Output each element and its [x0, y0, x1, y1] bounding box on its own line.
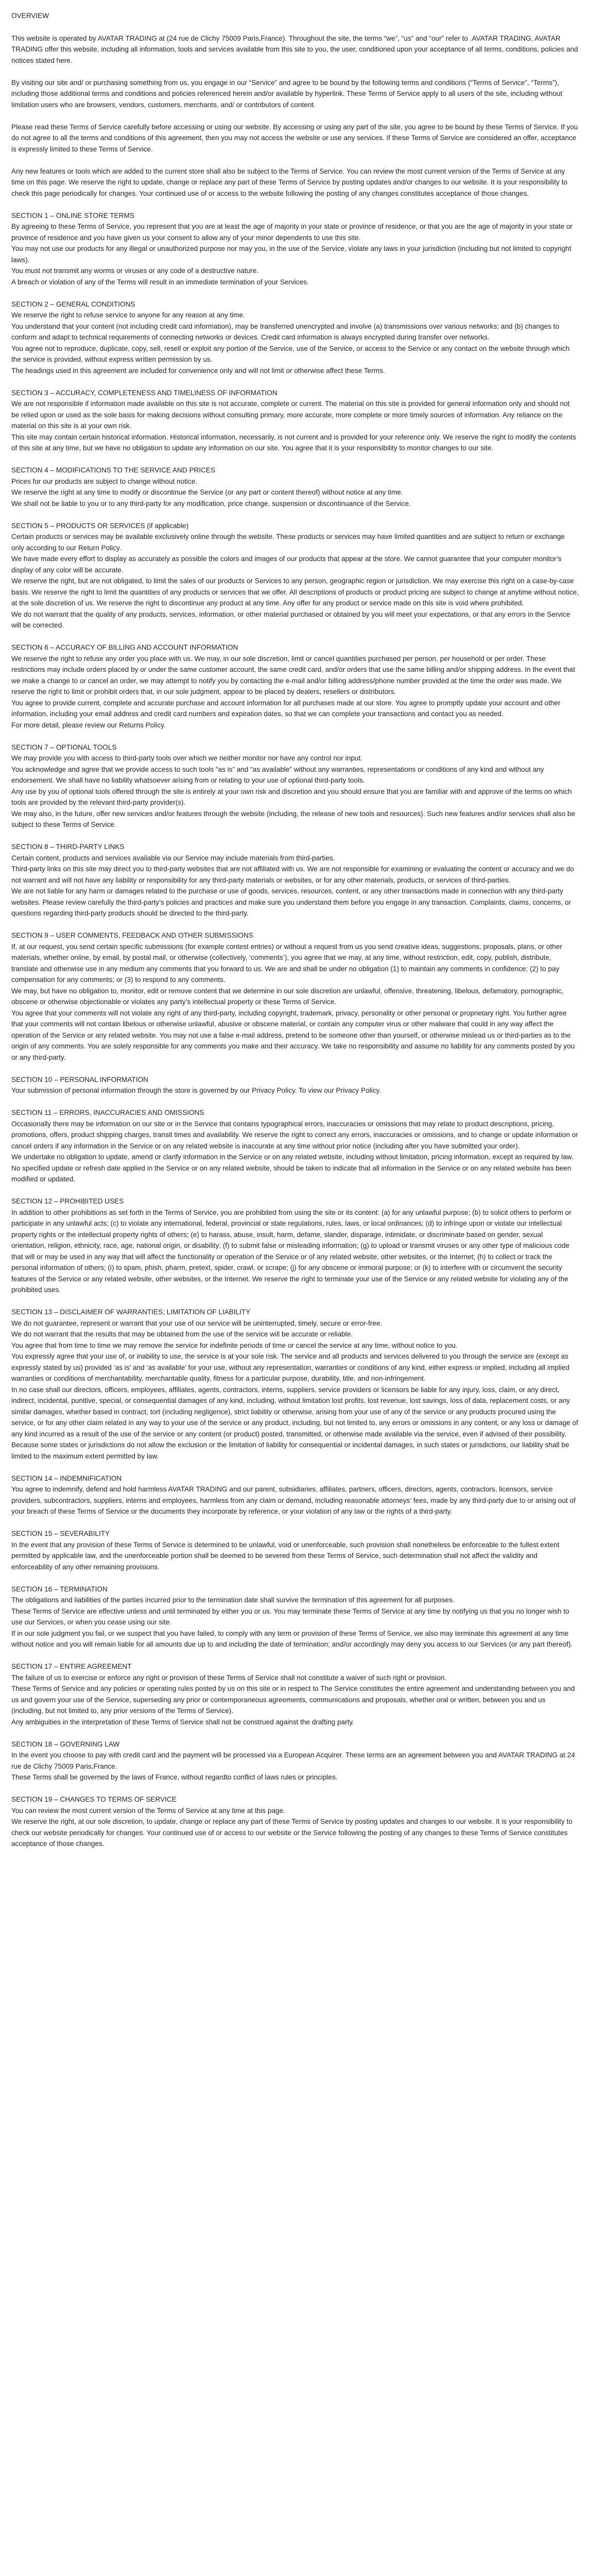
section-body: In addition to other prohibitions as set forth in the Terms of Service, you are prohibited from using the site or its content: (a) for any unlawful purpose; (b) to solicit others to perform or participate in any unlawful acts; (c) to violate any international, federal, provincial or state regulations, rules, laws, or local ordinances; (d) to infringe upon or violate our intellectual property rights or the intellectual property rights of others; (e) to harass, abuse, insult, harm, defame, slander, disparage, intimidate, or discriminate based on gender, sexual orientation, religion, ethnicity, race, age, national origin, or disability; (f) to submit false or misleading information; (g) to upload or transmit viruses or any other type of malicious code that will or may be used in any way that will affect the functionality or operation of the Service or of any related website, other websites, or the Internet; (h) to collect or track the personal information of others; (i) to spam, phish, pharm, pretext, spider, crawl, or scrape; (j) for any obscene or immoral purpose; or (k) to interfere with or circumvent the security features of the Service or any related website, other websites, or the Internet. We reserve the right to terminate your use of the Service or any related website for violating any of the prohibited uses. [11, 1208, 571, 1294]
section-heading: SECTION 4 – MODIFICATIONS TO THE SERVICE AND PRICES [11, 466, 216, 474]
section-heading: SECTION 2 – GENERAL CONDITIONS [11, 300, 135, 308]
terms-section [11, 1661, 579, 1727]
section-body: By agreeing to these Terms of Service, you represent that you are at least the age of majority in your state or province of residence, or that you are the age of majority in your state or province of residence and you have given us your consent to allow any of your minor dependents to use this site. You may not use our products for any illegal or unauthorized purpose nor may you, in the use of the Service, violate any laws in your jurisdiction (including but not limited to copyright laws). You must not transmit any worms or viruses or any code of a destructive nature. A breach or violation of any of the Terms will result in an immediate termination of your Services. [11, 223, 573, 286]
terms-section [11, 465, 579, 509]
page-title: OVERVIEW [11, 12, 49, 20]
section-body: Your submission of personal information through the store is governed by our Privacy Policy. To view our Privacy Policy. [11, 1087, 381, 1094]
section-heading: SECTION 17 – ENTIRE AGREEMENT [11, 1663, 132, 1670]
overview-paragraph: Any new features or tools which are added to the current store shall also be subject to the Terms of Service. You can review the most current version of the Terms of Service at any time on this page. We reserve the right to update, change or replace any part of these Terms of Service by posting updates and/or changes to our website. It is your responsibility to check this page periodically for changes. Your continued use of or access to the website following the posting of any changes constitutes acceptance of those changes. [11, 167, 568, 197]
terms-section [11, 642, 579, 731]
section-body: In the event that any provision of these Terms of Service is determined to be unlawful, void or unenforceable, such provision shall nonetheless be enforceable to the fullest extent permitted by applicable law, and the unenforceable portion shall be deemed to be severed from these Terms of Service, such determination shall not affect the validity and enforceability of any other remaining provisions. [11, 1540, 560, 1571]
section-heading: SECTION 6 – ACCURACY OF BILLING AND ACCOUNT INFORMATION [11, 643, 238, 651]
section-body: We are not responsible if information made available on this site is not accurate, complete or current. The material on this site is provided for general information only and should not be relied upon or used as the sole basis for making decisions without consulting primary, more accurate, more complete or more timely sources of information. Any reliance on the material on this site is at your own risk. This site may contain certain historical information. Historical information, necessarily, is not current and is provided for your reference only. We reserve the right to modify the contents of this site at any time, but we have no obligation to update any information on our site. You agree that it is your responsibility to monitor changes to our site. [11, 400, 577, 452]
section-heading: SECTION 3 – ACCURACY, COMPLETENESS AND TIMELINESS OF INFORMATION [11, 388, 277, 397]
section-body: You agree to indemnify, defend and hold harmless AVATAR TRADING and our parent, subsidiaries, affiliates, partners, officers, directors, agents, contractors, licensors, service providers, subcontractors, suppliers, interns and employees, harmless from any claim or demand, including reasonable attorneys’ fees, made by any third-party due to or arising out of your breach of these Terms of Service or the documents they incorporate by reference, or your violation of any law or the rights of a third-party. [11, 1485, 576, 1515]
overview-block [11, 33, 579, 199]
section-body: Certain content, products and services available via our Service may include materials from third-parties. Third-party links on this site may direct you to third-party websites that are not affiliated with us. We are not responsible for examining or evaluating the content or accuracy and we do not warrant and will not have any liability or responsibility for any third-party materials or websites, or for any other materials, products, or services of third-parties. We are not liable for any harm or damages related to the purchase or use of goods, services, resources, content, or any other transactions made in connection with any third-party websites. Please review carefully the third-party’s policies and practices and make sure you understand them before you engage in any transaction. Complaints, claims, concerns, or questions regarding third-party products should be directed to the third-party. [11, 854, 574, 917]
sections-list [11, 210, 579, 1850]
section-heading: SECTION 9 – USER COMMENTS, FEEDBACK AND OTHER SUBMISSIONS [11, 931, 253, 939]
section-body: We may provide you with access to third-party tools over which we neither monitor nor have any control nor input. You acknowledge and agree that we provide access to such tools ”as is” and “as available” without any warranties, representations or conditions of any kind and without any endorsement. We shall have no liability whatsoever arising from or relating to your use of optional third-party tools. Any use by you of optional tools offered through the site is entirely at your own risk and discretion and you should ensure that you are familiar with and approve of the terms on which tools are provided by the relevant third-party provider(s). We may also, in the future, offer new services and/or features through the website (including, the release of new tools and resources). Such new features and/or services shall also be subject to these Terms of Service. [11, 754, 576, 828]
section-body: We reserve the right to refuse service to anyone for any reason at any time. You understand that your content (not including credit card information), may be transferred unencrypted and involve (a) transmissions over various networks; and (b) changes to conform and adapt to technical requirements of connecting networks or devices. Credit card information is always encrypted during transfer over networks. You agree not to reproduce, duplicate, copy, sell, resell or exploit any portion of the Service, use of the Service, or access to the Service or any contact on the website through which the service is provided, without express written permission by us. The headings used in this agreement are included for convenience only and will not limit or otherwise affect these Terms. [11, 311, 570, 375]
section-heading: SECTION 19 – CHANGES TO TERMS OF SERVICE [11, 1795, 177, 1803]
overview-paragraph: This website is operated by AVATAR TRADING at (24 rue de Clichy 75009 Paris,France). Throughout the site, the terms “we”, “us” and “our” refer to .AVATAR TRADING, AVATAR TRADING offer this website, including all information, tools and services available from this site to you, the user, conditioned upon your acceptance of all terms, conditions, policies and notices stated here. [11, 34, 578, 64]
section-heading: SECTION 16 – TERMINATION [11, 1585, 108, 1593]
terms-section [11, 299, 579, 377]
section-heading: SECTION 1 – ONLINE STORE TERMS [11, 211, 134, 219]
section-body: Occasionally there may be information on our site or in the Service that contains typographical errors, inaccuracies or omissions that may relate to product descriptions, pricing, promotions, offers, product shipping charges, transit times and availability. We reserve the right to correct any errors, inaccuracies or omissions, and to change or update information or cancel orders if any information in the Service or on any related website is inaccurate at any time without prior notice (including after you have submitted your order). We undertake no obligation to update, amend or clarify information in the Service or on any related website, including without limitation, pricing information, except as required by law. No specified update or refresh date applied in the Service or on any related website, should be taken to indicate that all information in the Service or on any related website has been modified or updated. [11, 1120, 578, 1183]
terms-section [11, 1196, 579, 1296]
section-heading: SECTION 18 – GOVERNING LAW [11, 1740, 120, 1748]
section-body: Prices for our products are subject to change without notice. We reserve the right at any time to modify or discontinue the Service (or any part or content thereof) without notice at any time. We shall not be liable to you or to any third-party for any modification, price change, suspension or discontinuance of the Service. [11, 477, 411, 507]
section-heading: SECTION 11 – ERRORS, INACCURACIES AND OMISSIONS [11, 1109, 204, 1116]
section-body: Certain products or services may be available exclusively online through the website. These products or services may have limited quantities and are subject to return or exchange only according to our Return Policy. We have made every effort to display as accurately as possible the colors and images of our products that appear at the store. We cannot guarantee that your computer monitor’s display of any color will be accurate. We reserve the right, but are not obligated, to limit the sales of our products or Services to any person, geographic region or jurisdiction. We may exercise this right on a case-by-case basis. We reserve the right to limit the quantities of any products or services that we offer. All descriptions of products or product pricing are subject to change at anytime without notice, at the sole discretion of us. We reserve the right to discontinue any product at any time. Any offer for any product or service made on this site is void where prohibited. We do not warrant that the quality of any products, services, information, or other material purchased or obtained by you will meet your expectations, or that any errors in the Service will be corrected. [11, 533, 579, 629]
terms-section [11, 841, 579, 919]
section-body: You can review the most current version of the Terms of Service at any time at this page. We reserve the right, at our sole discretion, to update, change or replace any part of these Terms of Service by posting updates and changes to our website. It is your responsibility to check our website periodically for changes. Your continued use of or access to our website or the Service following the posting of any changes to these Terms of Service constitutes acceptance of those changes. [11, 1806, 572, 1848]
terms-section [11, 1739, 579, 1783]
section-body: The failure of us to exercise or enforce any right or provision of these Terms of Service shall not constitute a waiver of such right or provision. These Terms of Service and any policies or operating rules posted by us on this site or in respect to The Service constitutes the entire agreement and understanding between you and us and govern your use of the Service, superseding any prior or contemporaneous agreements, communications and proposals, whether oral or written, between you and us (including, but not limited to, any prior versions of the Terms of Service). Any ambiguities in the interpretation of these Terms of Service shall not be construed against the drafting party. [11, 1673, 575, 1726]
section-body: The obligations and liabilities of the parties incurred prior to the termination date shall survive the termination of this agreement for all purposes. These Terms of Service are effective unless and until terminated by either you or us. You may terminate these Terms of Service at any time by notifying us that you no longer wish to use our Services, or when you cease using our site. If in our sole judgment you fail, or we suspect that you have failed, to comply with any term or provision of these Terms of Service, we also may terminate this agreement at any time without notice and you will remain liable for all amounts due up to and including the date of termination; and/or accordingly may deny you access to our Services (or any part thereof). [11, 1596, 573, 1648]
terms-section [11, 1107, 579, 1185]
overview-paragraph: Please read these Terms of Service carefully before accessing or using our website. By accessing or using any part of the site, you agree to be bound by these Terms of Service. If you do not agree to all the terms and conditions of this agreement, then you may not access the website or use any services. If these Terms of Service are considered an offer, acceptance is expressly limited to these Terms of Service. [11, 123, 578, 153]
section-heading: SECTION 8 – THIRD-PARTY LINKS [11, 843, 125, 851]
terms-section [11, 742, 579, 831]
section-heading: SECTION 5 – PRODUCTS OR SERVICES (if applicable) [11, 521, 189, 530]
section-heading: SECTION 13 – DISCLAIMER OF WARRANTIES; LIMITATION OF LIABILITY [11, 1308, 251, 1316]
section-body: We do not guarantee, represent or warrant that your use of our service will be uninterrupted, timely, secure or error-free. We do not warrant that the results that may be obtained from the use of the service will be accurate or reliable. You agree that from time to time we may remove the service for indefinite periods of time or cancel the service at any time, without notice to you. You expressly agree that your use of, or inability to use, the service is at your sole risk. The service and all products and services delivered to you through the service are (except as expressly stated by us) provided ‘as is’ and ‘as available’ for your use, without any representation, warranties or conditions of any kind, either express or implied, including all implied warranties or conditions of merchantability, merchantable quality, fitness for a particular purpose, durability, title, and non-infringement. In no case shall our directors, officers, employees, affiliates, agents, contractors, interns, suppliers, service providers or licensors be liable for any injury, loss, claim, or any direct, indirect, incidental, punitive, special, or consequential damages of any kind, including, without limitation lost profits, lost revenue, lost savings, loss of data, replacement costs, or any similar damages, whether based in contract, tort (including negligence), strict liability or otherwise, arising from your use of any of the service or any products procured using the service, or for any other claim related in any way to your use of the service or any product, including, but not limited to, any errors or omissions in any content, or any loss or damage of any kind incurred as a result of the use of the service or any content (or product) posted, transmitted, or otherwise made available via the service, even if advised of their possibility. Because some states or jurisdictions do not allow the exclusion or the limitation of liability for consequential or incidental damages, in such states or jurisdictions, our liability shall be limited to the maximum extent permitted by law. [11, 1319, 578, 1460]
terms-section [11, 1307, 579, 1462]
section-body: We reserve the right to refuse any order you place with us. We may, in our sole discretion, limit or cancel quantities purchased per person, per household or per order. These restrictions may include orders placed by or under the same customer account, the same credit card, and/or orders that use the same billing and/or shipping address. In the event that we make a change to or cancel an order, we may attempt to notify you by contacting the e‑mail and/or billing address/phone number provided at the time the order was made. We reserve the right to limit or prohibit orders that, in our sole judgment, appear to be placed by dealers, resellers or distributors. You agree to provide current, complete and accurate purchase and account information for all purchases made at our store. You agree to promptly update your account and other information, including your email address and credit card numbers and expiration dates, so that we can complete your transactions and contact you as needed. For more detail, please review our Returns Policy. [11, 654, 575, 729]
section-heading: SECTION 10 – PERSONAL INFORMATION [11, 1075, 148, 1083]
section-heading: SECTION 12 – PROHIBITED USES [11, 1197, 124, 1205]
terms-section [11, 1794, 579, 1850]
section-body: In the event you choose to pay with credit card and the payment will be processed via a European Acquirer. These terms are an agreement between you and AVATAR TRADING at 24 rue de Clichy 75009 Paris,France. These Terms shall be governed by the laws of France, without regardto conflict of laws rules or principles. [11, 1751, 575, 1781]
terms-section [11, 387, 579, 454]
section-heading: SECTION 15 – SEVERABILITY [11, 1530, 110, 1537]
section-heading: SECTION 14 – INDEMNIFICATION [11, 1474, 122, 1482]
terms-section [11, 1473, 579, 1517]
section-heading: SECTION 7 – OPTIONAL TOOLS [11, 743, 117, 751]
terms-section [11, 1074, 579, 1096]
overview-paragraph: By visiting our site and/ or purchasing something from us, you engage in our “Service” and agree to be bound by the following terms and conditions (“Terms of Service”, “Terms”), including those additional terms and conditions and policies referenced herein and/or available by hyperlink. These Terms of Service apply to all users of the site, including without limitation users who are browsers, vendors, customers, merchants, and/ or contributors of content. [11, 78, 563, 109]
terms-section [11, 1528, 579, 1572]
terms-section [11, 520, 579, 631]
terms-section [11, 210, 579, 288]
section-body: If, at our request, you send certain specific submissions (for example contest entries) or without a request from us you send creative ideas, suggestions, proposals, plans, or other materials, whether online, by email, by postal mail, or otherwise (collectively, ‘comments’), you agree that we may, at any time, without restriction, edit, copy, publish, distribute, translate and otherwise use in any medium any comments that you forward to us. We are and shall be under no obligation (1) to maintain any comments in confidence; (2) to pay compensation for any comments; or (3) to respond to any comments. We may, but have no obligation to, monitor, edit or remove content that we determine in our sole discretion are unlawful, offensive, threatening, libelous, defamatory, pornographic, obscene or otherwise objectionable or violates any party’s intellectual property or these Terms of Service. You agree that your comments will not violate any right of any third-party, including copyright, trademark, privacy, personality or other personal or proprietary right. You further agree that your comments will not contain libelous or otherwise unlawful, abusive or obscene material, or contain any computer virus or other malware that could in any way affect the operation of the Service or any related website. You may not use a false e‑mail address, pretend to be someone other than yourself, or otherwise mislead us or third-parties as to the origin of any comments. You are solely responsible for any comments you make and their accuracy. We take no responsibility and assume no liability for any comments posted by you or any third-party. [11, 942, 575, 1061]
terms-section [11, 1584, 579, 1650]
terms-section [11, 930, 579, 1063]
